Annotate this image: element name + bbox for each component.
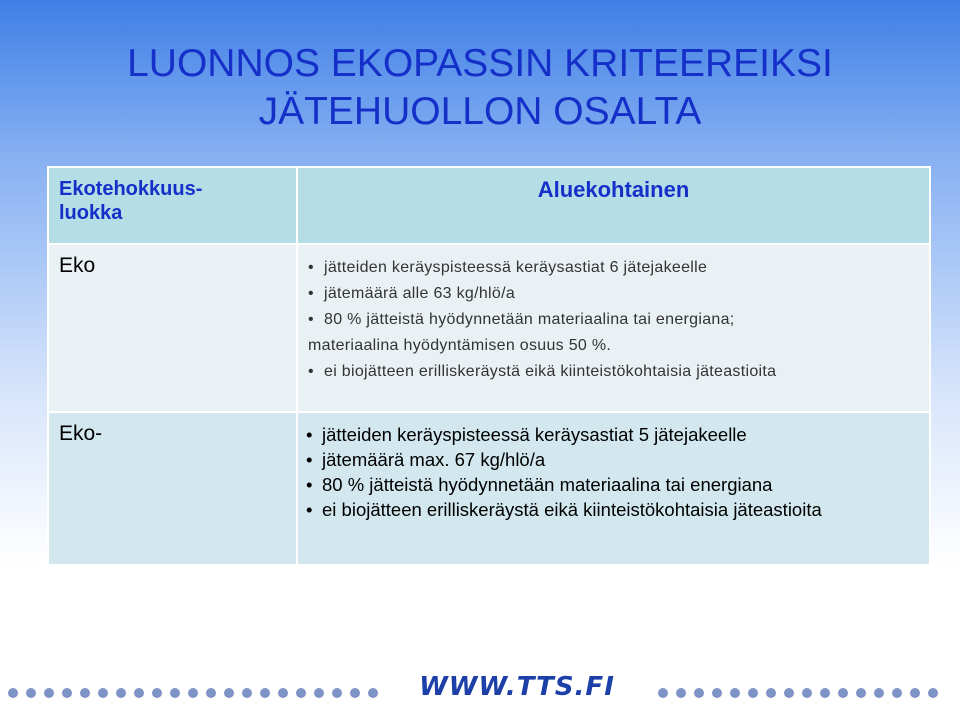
footer-dot	[928, 688, 938, 698]
footer-dot	[44, 688, 54, 698]
header-class-label-line2: luokka	[59, 202, 123, 224]
footer-dot	[350, 688, 360, 698]
footer-dots-left	[8, 688, 378, 698]
table-row	[48, 412, 930, 565]
footer-dot	[910, 688, 920, 698]
list-item: • jätemäärä max. 67 kg/hlö/a	[306, 449, 546, 470]
footer-dot	[784, 688, 794, 698]
footer-dot	[116, 688, 126, 698]
footer-dot	[802, 688, 812, 698]
title-line-1: LUONNOS EKOPASSIN KRITEEREIKSI	[127, 42, 833, 85]
footer-dot	[712, 688, 722, 698]
row-criteria-eko-minus	[297, 412, 930, 565]
footer-dot	[170, 688, 180, 698]
footer-dot	[694, 688, 704, 698]
footer-dot	[730, 688, 740, 698]
list-item: • ei biojätteen erilliskeräystä eikä kiinteistökohtaisia jäteastioita	[306, 499, 822, 520]
footer-dot	[152, 688, 162, 698]
table-row	[48, 244, 930, 412]
table-header-row	[48, 167, 930, 244]
tts-logo[interactable]: WWW.TTS.FI	[419, 672, 615, 702]
footer-dot	[892, 688, 902, 698]
footer-dot	[98, 688, 108, 698]
footer-dot	[296, 688, 306, 698]
header-class-cell	[48, 167, 297, 244]
footer-dot	[80, 688, 90, 698]
header-regional-cell	[297, 167, 930, 244]
footer-dot	[658, 688, 668, 698]
list-item: • 80 % jätteistä hyödynnetään materiaalina tai energiana;	[308, 311, 735, 328]
footer-dot	[134, 688, 144, 698]
footer-dot	[8, 688, 18, 698]
footer-dot	[748, 688, 758, 698]
list-item: • jätemäärä alle 63 kg/hlö/a	[308, 285, 516, 302]
row-criteria-eko	[297, 244, 930, 412]
footer-dot	[676, 688, 686, 698]
footer-dot	[838, 688, 848, 698]
footer-dot	[224, 688, 234, 698]
footer-dot	[62, 688, 72, 698]
title-line-2: JÄTEHUOLLON OSALTA	[258, 90, 702, 133]
header-class-label-line1: Ekotehokkuus-	[59, 178, 203, 200]
footer-dot	[278, 688, 288, 698]
list-item-continuation: materiaalina hyödyntämisen osuus 50 %.	[308, 337, 612, 354]
footer-dot	[766, 688, 776, 698]
list-item: • jätteiden keräyspisteessä keräysastiat 5 jätejakeelle	[306, 424, 747, 445]
list-item: • 80 % jätteistä hyödynnetään materiaalina tai energiana	[306, 474, 773, 495]
row-label-eko-minus: Eko-	[48, 412, 297, 565]
footer-dot	[874, 688, 884, 698]
header-regional-label: Aluekohtainen	[537, 177, 690, 202]
footer-dot	[206, 688, 216, 698]
footer-dot	[820, 688, 830, 698]
footer-dot	[188, 688, 198, 698]
footer-dots-right	[658, 688, 938, 698]
row-label-eko: Eko	[48, 244, 297, 412]
footer-dot	[856, 688, 866, 698]
footer-dot	[242, 688, 252, 698]
slide-title	[0, 40, 960, 136]
criteria-table	[47, 166, 931, 566]
footer-dot	[26, 688, 36, 698]
footer-dot	[368, 688, 378, 698]
list-item: • ei biojätteen erilliskeräystä eikä kiinteistökohtaisia jäteastioita	[308, 363, 777, 380]
footer-dot	[332, 688, 342, 698]
footer-dot	[314, 688, 324, 698]
footer-dot	[260, 688, 270, 698]
list-item: • jätteiden keräyspisteessä keräysastiat 6 jätejakeelle	[308, 259, 708, 276]
